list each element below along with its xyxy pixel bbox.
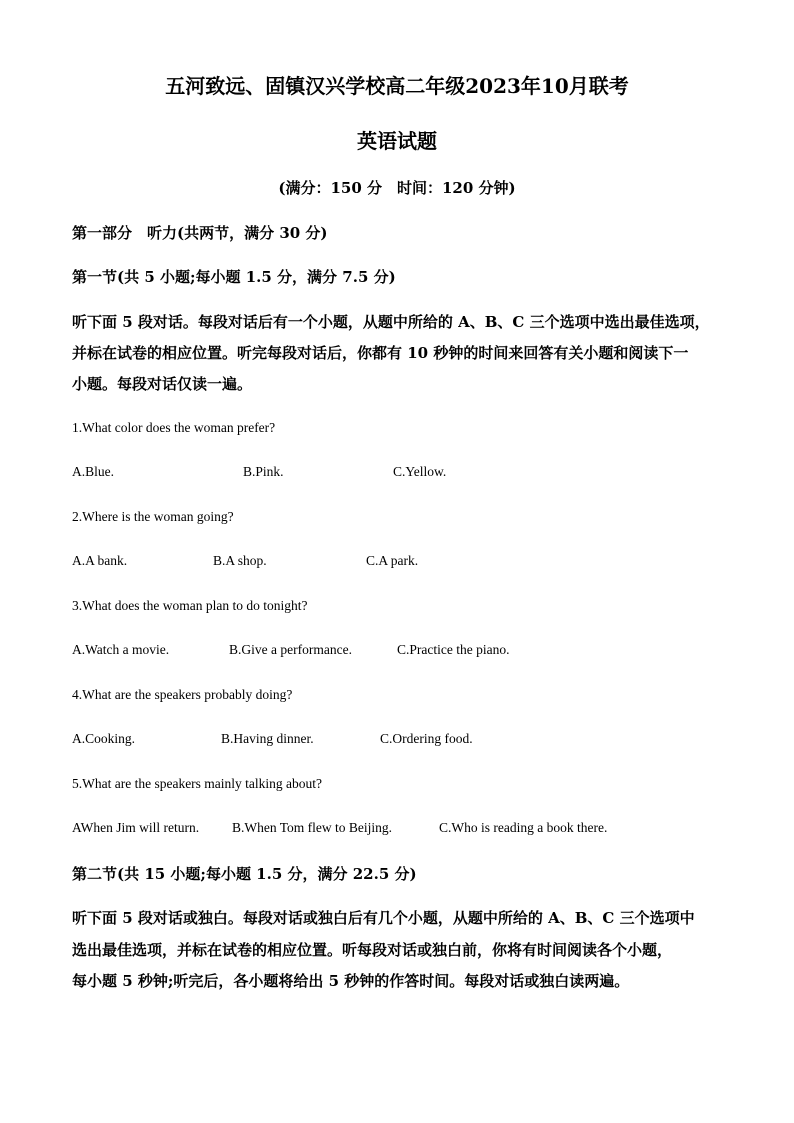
question-3-option-a: A.Watch a movie.: [72, 642, 170, 657]
section1-heading: 第一节(共 5 小题;每小题 1.5 分，满分 7.5 分): [72, 268, 396, 286]
section2-instruction-line-2: 选出最佳选项，并标在试卷的相应位置。听每段对话或独白前，你将有时间阅读各个小题，: [72, 941, 673, 959]
question-2-stem: 2.Where is the woman going?: [72, 509, 234, 524]
section1-instruction-line-3: 小题。每段对话仅读一遍。: [72, 375, 253, 393]
exam-title: 五河致远、固镇汉兴学校高二年级2023年10月联考: [165, 74, 629, 98]
question-5-option-b: B.When Tom flew to Beijing.: [232, 820, 393, 835]
question-4-stem: 4.What are the speakers probably doing?: [72, 687, 293, 702]
section1-instruction-line-1: 听下面 5 段对话。每段对话后有一个小题，从题中所给的 A、B、C 三个选项中选出最佳选项，: [72, 313, 710, 331]
question-5-option-a: AWhen Jim will return.: [72, 820, 200, 835]
question-2-option-a: A.A bank.: [72, 553, 128, 568]
question-1-option-b: B.Pink.: [243, 464, 284, 479]
question-4-option-a: A.Cooking.: [72, 731, 136, 746]
section2-instruction-line-3: 每小题 5 秒钟;听完后，各小题将给出 5 秒钟的作答时间。每段对话或独白读两遍。: [72, 972, 630, 990]
question-4-option-c: C.Ordering food.: [380, 731, 473, 746]
question-1-stem: 1.What color does the woman prefer?: [72, 420, 276, 435]
question-3-option-c: C.Practice the piano.: [397, 642, 510, 657]
section1-instruction-line-2: 并标在试卷的相应位置。听完每段对话后，你都有 10 秒钟的时间来回答有关小题和阅读下一: [72, 344, 689, 362]
section2-instruction-line-1: 听下面 5 段对话或独白。每段对话或独白后有几个小题，从题中所给的 A、B、C 三个选项中: [72, 909, 695, 927]
part1-heading: 第一部分 听力(共两节，满分 30 分): [72, 224, 328, 242]
section2-heading: 第二节(共 15 小题;每小题 1.5 分，满分 22.5 分): [72, 865, 417, 883]
subject-title: 英语试题: [357, 129, 437, 153]
question-3-stem: 3.What does the woman plan to do tonight?: [72, 598, 308, 613]
question-1-option-a: A.Blue.: [72, 464, 114, 479]
question-2-option-c: C.A park.: [366, 553, 419, 568]
question-2-option-b: B.A shop.: [213, 553, 267, 568]
question-4-option-b: B.Having dinner.: [221, 731, 314, 746]
exam-meta: (满分：150 分 时间：120 分钟): [278, 179, 516, 197]
question-3-option-b: B.Give a performance.: [229, 642, 352, 657]
question-5-option-c: C.Who is reading a book there.: [439, 820, 608, 835]
question-5-stem: 5.What are the speakers mainly talking about?: [72, 776, 323, 791]
question-1-option-c: C.Yellow.: [393, 464, 447, 479]
